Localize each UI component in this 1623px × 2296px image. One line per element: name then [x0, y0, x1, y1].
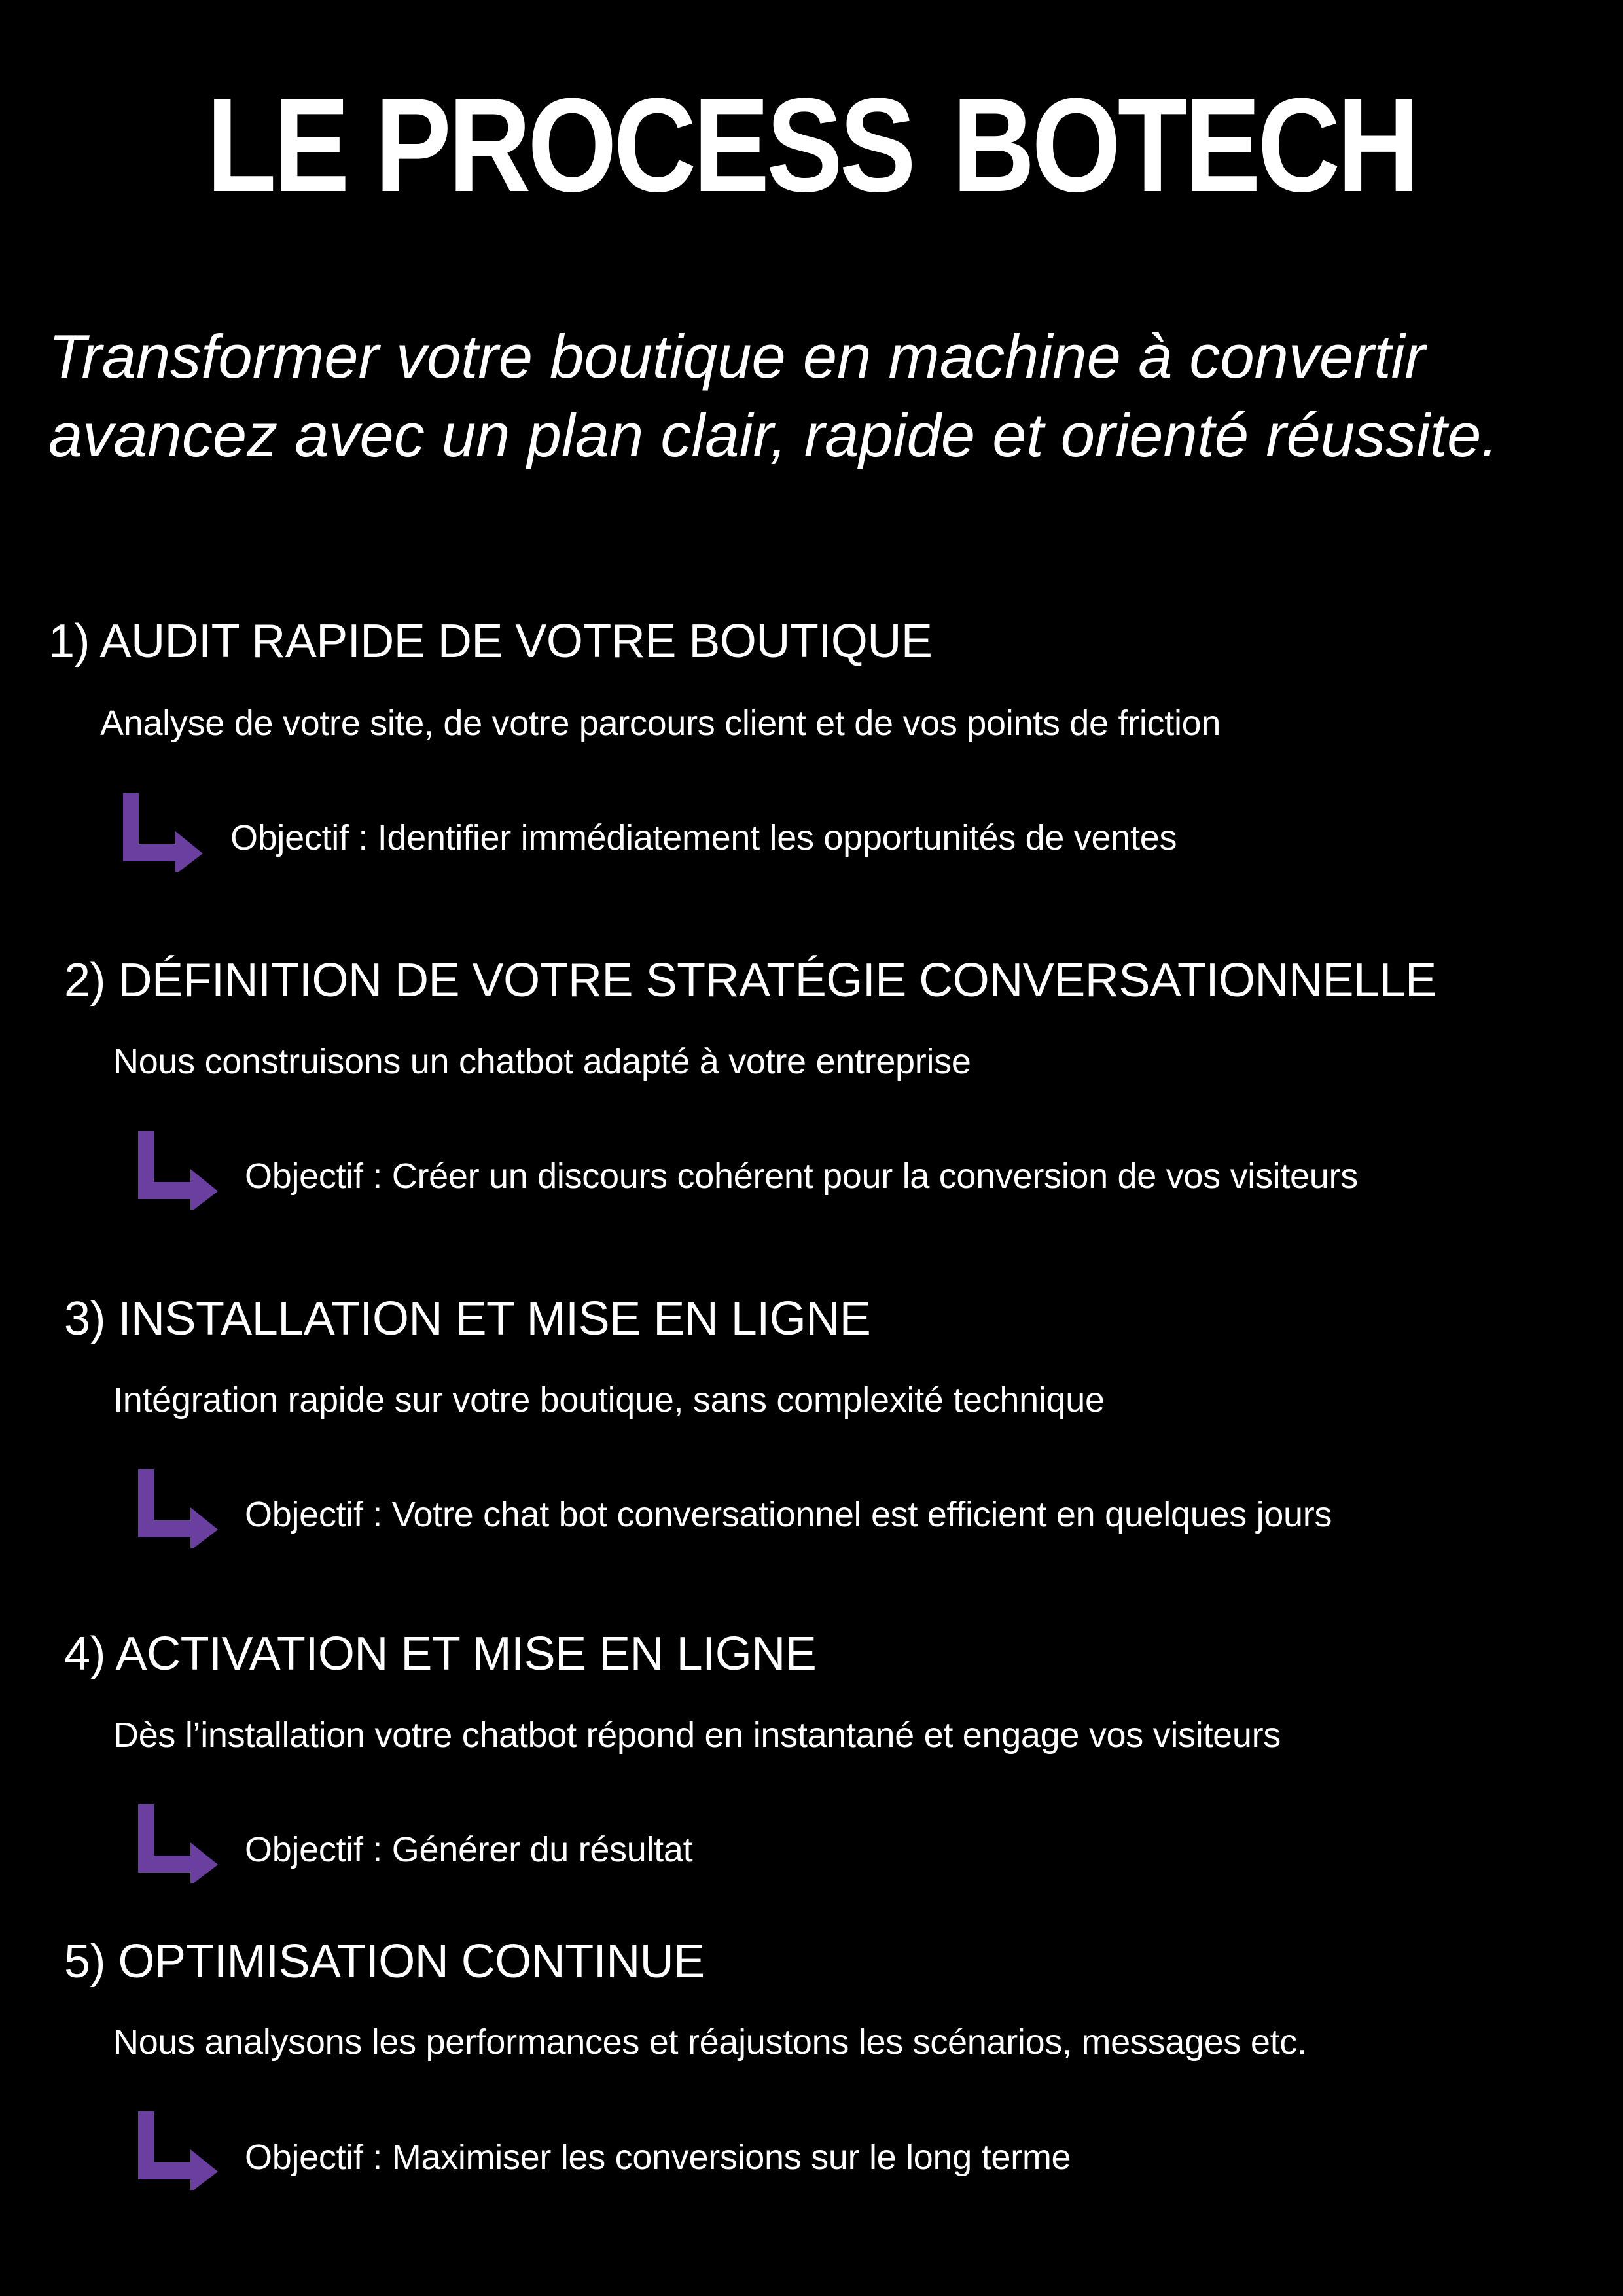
title-part-1: LE PROCESS: [206, 71, 913, 220]
step-heading: 4) ACTIVATION ET MISE EN LIGNE: [64, 1628, 817, 1680]
step-objective: Objectif : Votre chat bot conversationnel est efficient en quelques jours: [245, 1495, 1332, 1534]
arrow-down-right-icon: [134, 1804, 219, 1883]
arrow-down-right-icon: [134, 1131, 219, 1210]
arrow-down-right-icon: [119, 793, 204, 872]
step-description: Nous analysons les performances et réajustons les scénarios, messages etc.: [113, 2022, 1307, 2062]
step-heading: 2) DÉFINITION DE VOTRE STRATÉGIE CONVERSATIONNELLE: [64, 954, 1436, 1007]
step-heading: 3) INSTALLATION ET MISE EN LIGNE: [64, 1293, 871, 1345]
step-objective: Objectif : Créer un discours cohérent pour la conversion de vos visiteurs: [245, 1157, 1358, 1196]
tagline-line-1: Transformer votre boutique en machine à convertir: [48, 322, 1425, 391]
arrow-down-right-icon: [134, 1469, 219, 1548]
step-objective: Objectif : Identifier immédiatement les opportunités de ventes: [230, 818, 1177, 857]
step-description: Dès l’installation votre chatbot répond en instantané et engage vos visiteurs: [113, 1715, 1281, 1755]
arrow-down-right-icon: [134, 2111, 219, 2190]
title-part-2: BOTECH: [952, 71, 1417, 220]
step-objective: Objectif : Générer du résultat: [245, 1830, 693, 1869]
step-heading: 1) AUDIT RAPIDE DE VOTRE BOUTIQUE: [48, 615, 933, 668]
tagline-line-2: avancez avec un plan clair, rapide et orienté réussite.: [48, 401, 1499, 469]
step-description: Nous construisons un chatbot adapté à votre entreprise: [113, 1042, 971, 1081]
page-title: [114, 71, 1510, 220]
step-objective: Objectif : Maximiser les conversions sur le long terme: [245, 2138, 1071, 2177]
step-description: Analyse de votre site, de votre parcours client et de vos points de friction: [100, 704, 1221, 743]
step-heading: 5) OPTIMISATION CONTINUE: [64, 1935, 705, 1988]
step-description: Intégration rapide sur votre boutique, sans complexité technique: [113, 1380, 1105, 1420]
